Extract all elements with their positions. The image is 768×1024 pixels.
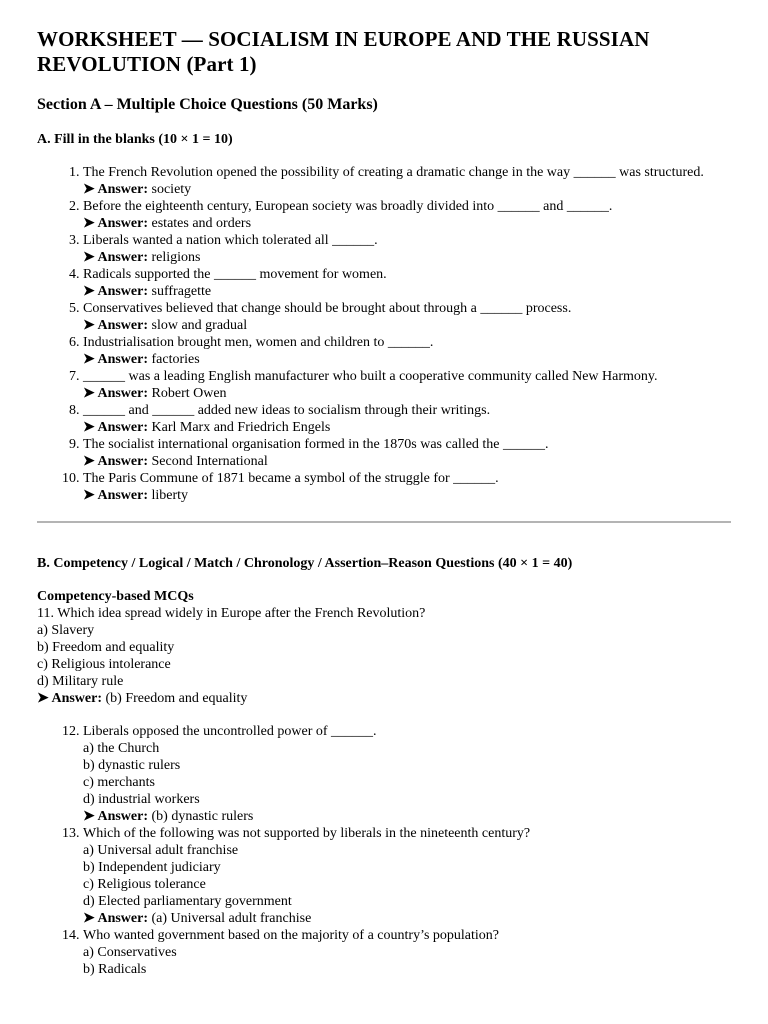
list-item — [83, 927, 731, 978]
question-text: Which of the following was not supported by liberals in the nineteenth century? — [83, 826, 531, 841]
option: b) Independent judiciary — [83, 860, 221, 875]
answer-label: ➤ Answer: — [83, 386, 149, 401]
answer-label: ➤ Answer: — [83, 911, 149, 926]
list-item — [83, 232, 731, 266]
question-text: Conservatives believed that change should be brought about through a ______ process. — [83, 301, 572, 316]
option: b) Radicals — [83, 962, 147, 977]
page-title: WORKSHEET — SOCIALISM IN EUROPE AND THE RUSSIAN REVOLUTION (Part 1) — [37, 27, 650, 76]
answer-label: ➤ Answer: — [83, 809, 149, 824]
answer-line — [83, 910, 731, 927]
list-item — [83, 470, 731, 504]
option: d) Military rule — [37, 674, 124, 689]
option: a) the Church — [83, 741, 160, 756]
question-text: Industrialisation brought men, women and children to ______. — [83, 335, 434, 350]
list-item — [83, 300, 731, 334]
question-text: 11. Which idea spread widely in Europe after the French Revolution? — [37, 606, 426, 621]
list-item — [83, 825, 731, 927]
answer-label: ➤ Answer: — [83, 250, 149, 265]
list-item — [83, 368, 731, 402]
option: b) dynastic rulers — [83, 758, 181, 773]
answer-label: ➤ Answer: — [83, 284, 149, 299]
list-item — [83, 198, 731, 232]
fill-blanks-list — [37, 164, 731, 504]
question-text: ______ was a leading English manufacturer who built a cooperative community called New Harmony. — [83, 369, 658, 384]
answer-text: estates and orders — [151, 216, 252, 231]
list-item — [83, 266, 731, 300]
answer-text: slow and gradual — [151, 318, 248, 333]
option: a) Conservatives — [83, 945, 177, 960]
answer-label: ➤ Answer: — [83, 182, 149, 197]
answer-text: liberty — [151, 488, 189, 503]
option: c) Religious intolerance — [37, 657, 171, 672]
question-text: Before the eighteenth century, European society was broadly divided into ______ and ______. — [83, 199, 613, 214]
list-item — [83, 436, 731, 470]
answer-text: (a) Universal adult franchise — [151, 911, 312, 926]
section-a-heading: Section A – Multiple Choice Questions (50 Marks) — [37, 96, 378, 113]
answer-text: Karl Marx and Friedrich Engels — [151, 420, 331, 435]
answer-text: (b) Freedom and equality — [105, 691, 248, 706]
answer-text: Robert Owen — [151, 386, 227, 401]
answer-label: ➤ Answer: — [83, 488, 149, 503]
answer-label: ➤ Answer: — [83, 420, 149, 435]
question-text: The French Revolution opened the possibility of creating a dramatic change in the way ______ was structured. — [83, 165, 704, 180]
fill-blanks-heading: A. Fill in the blanks (10 × 1 = 10) — [37, 132, 233, 147]
question-11 — [37, 605, 731, 707]
list-item — [83, 402, 731, 436]
question-text: Liberals wanted a nation which tolerated all ______. — [83, 233, 378, 248]
question-text: The socialist international organisation formed in the 1870s was called the ______. — [83, 437, 549, 452]
answer-label: ➤ Answer: — [37, 691, 103, 706]
answer-text: Second International — [151, 454, 268, 469]
option: c) Religious tolerance — [83, 877, 206, 892]
option: d) Elected parliamentary government — [83, 894, 292, 909]
section-divider — [37, 521, 731, 523]
answer-text: suffragette — [151, 284, 212, 299]
answer-text: (b) dynastic rulers — [151, 809, 254, 824]
answer-text: religions — [151, 250, 201, 265]
question-text: Radicals supported the ______ movement for women. — [83, 267, 387, 282]
answer-line — [83, 808, 731, 825]
list-item — [83, 164, 731, 198]
answer-line — [37, 690, 731, 707]
question-text: ______ and ______ added new ideas to socialism through their writings. — [83, 403, 491, 418]
option: c) merchants — [83, 775, 155, 790]
answer-label: ➤ Answer: — [83, 352, 149, 367]
answer-label: ➤ Answer: — [83, 318, 149, 333]
question-text: The Paris Commune of 1871 became a symbol of the struggle for ______. — [83, 471, 499, 486]
competency-mcq-heading: Competency-based MCQs — [37, 589, 194, 604]
question-text: Liberals opposed the uncontrolled power of ______. — [83, 724, 377, 739]
option: a) Slavery — [37, 623, 95, 638]
answer-text: factories — [151, 352, 200, 367]
option: a) Universal adult franchise — [83, 843, 239, 858]
list-item — [83, 334, 731, 368]
question-text: Who wanted government based on the majority of a country’s population? — [83, 928, 500, 943]
option: b) Freedom and equality — [37, 640, 175, 655]
option: d) industrial workers — [83, 792, 200, 807]
section-b-heading: B. Competency / Logical / Match / Chronology / Assertion–Reason Questions (40 × 1 = 40) — [37, 556, 573, 571]
answer-label: ➤ Answer: — [83, 454, 149, 469]
mcq-list — [37, 723, 731, 978]
answer-text: society — [151, 182, 192, 197]
list-item — [83, 723, 731, 825]
answer-label: ➤ Answer: — [83, 216, 149, 231]
